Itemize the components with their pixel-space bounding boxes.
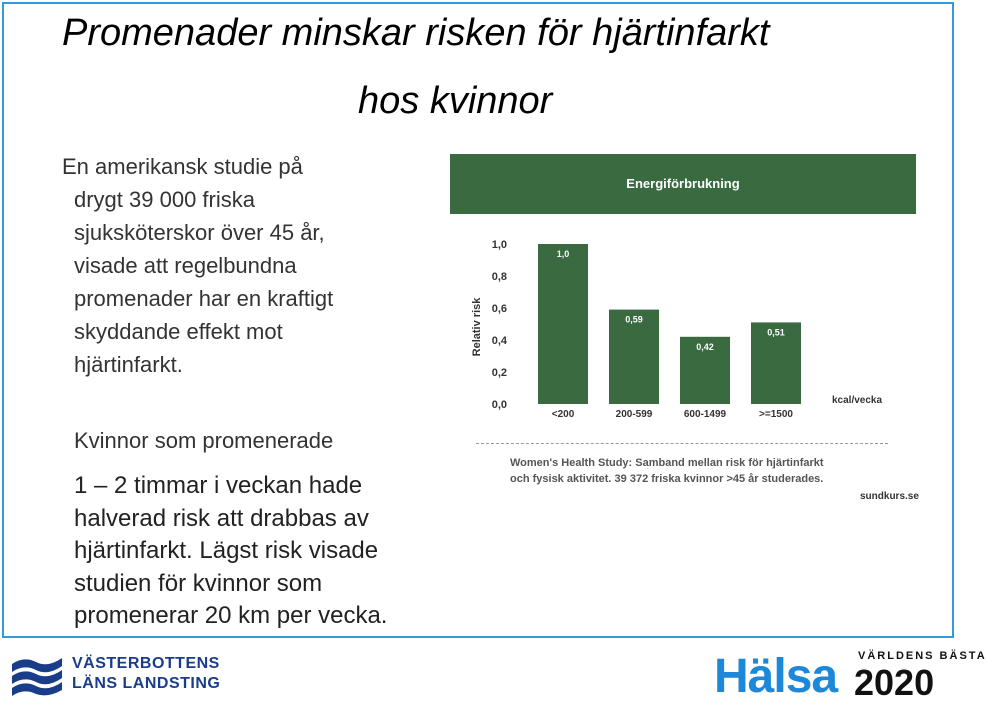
intro-line: hjärtinfarkt. [74, 352, 183, 377]
y-tick-label: 0,6 [491, 303, 507, 315]
divider [476, 443, 888, 444]
halsa-year: 2020 [854, 662, 935, 703]
y-axis-label: Relativ risk [471, 297, 483, 357]
x-tick-label: 600-1499 [683, 409, 727, 420]
x-tick-label: <200 [551, 409, 575, 420]
x-tick-label: 200-599 [615, 409, 653, 420]
chart-plot [450, 214, 916, 444]
bar-value-label: 0,42 [696, 341, 714, 352]
y-tick-label: 0,4 [491, 335, 507, 347]
study-note-line: Women's Health Study: Samband mellan risk för hjärtinfarkt [510, 457, 824, 469]
vll-wordmark [72, 654, 220, 694]
bar-value-label: 0,51 [767, 327, 785, 338]
result-line: hjärtinfarkt. Lägst risk visade [74, 537, 379, 564]
vll-line1: VÄSTERBOTTENS [72, 655, 220, 672]
intro-line: visade att regelbundna [74, 253, 297, 278]
y-tick-label: 1,0 [491, 239, 507, 251]
study-note-line: och fysisk aktivitet. 39 372 friska kvinnor >45 år studerades. [510, 473, 824, 485]
vll-line2: LÄNS LANDSTING [72, 675, 221, 692]
slide-title-line2: hos kvinnor [358, 80, 553, 122]
vasterbotten-logo [10, 654, 230, 698]
y-tick-label: 0,8 [491, 271, 507, 283]
intro-paragraph [62, 150, 444, 381]
study-note [510, 455, 824, 487]
result-line: halverad risk att drabbas av [74, 504, 369, 532]
result-paragraph [74, 470, 387, 633]
source-label: sundkurs.se [860, 491, 919, 502]
y-tick-label: 0,2 [491, 367, 507, 379]
result-line: studien för kvinnor som [74, 569, 323, 597]
result-line: 1 – 2 timmar i veckan hade [74, 472, 363, 499]
result-line: promenerar 20 km per vecka. [74, 602, 388, 629]
x-tick-label: >=1500 [759, 409, 793, 420]
result-heading: Kvinnor som promenerade [74, 428, 334, 453]
bar-value-label: 0,59 [625, 314, 643, 325]
slide-title-line1: Promenader minskar risken för hjärtinfarkt [62, 12, 770, 54]
x-axis-label: kcal/vecka [832, 395, 883, 406]
bar-value-label: 1,0 [556, 249, 570, 259]
intro-line: skyddande effekt mot [74, 319, 283, 344]
chart-header [450, 154, 916, 214]
intro-line: drygt 39 000 friska [74, 187, 255, 212]
intro-line: promenader har en kraftigt [74, 286, 334, 311]
vll-emblem-icon [10, 654, 64, 696]
y-tick-label: 0,0 [491, 399, 507, 411]
bar [538, 244, 588, 404]
halsa-tagline: VÄRLDENS BÄSTA [858, 650, 987, 662]
chart-title: Energiförbrukning [626, 176, 740, 191]
intro-line: sjuksköterskor över 45 år, [74, 220, 325, 245]
halsa2020-logo [714, 650, 987, 703]
halsa-word: Hälsa [714, 650, 838, 703]
intro-line: En amerikansk studie på [62, 154, 303, 179]
